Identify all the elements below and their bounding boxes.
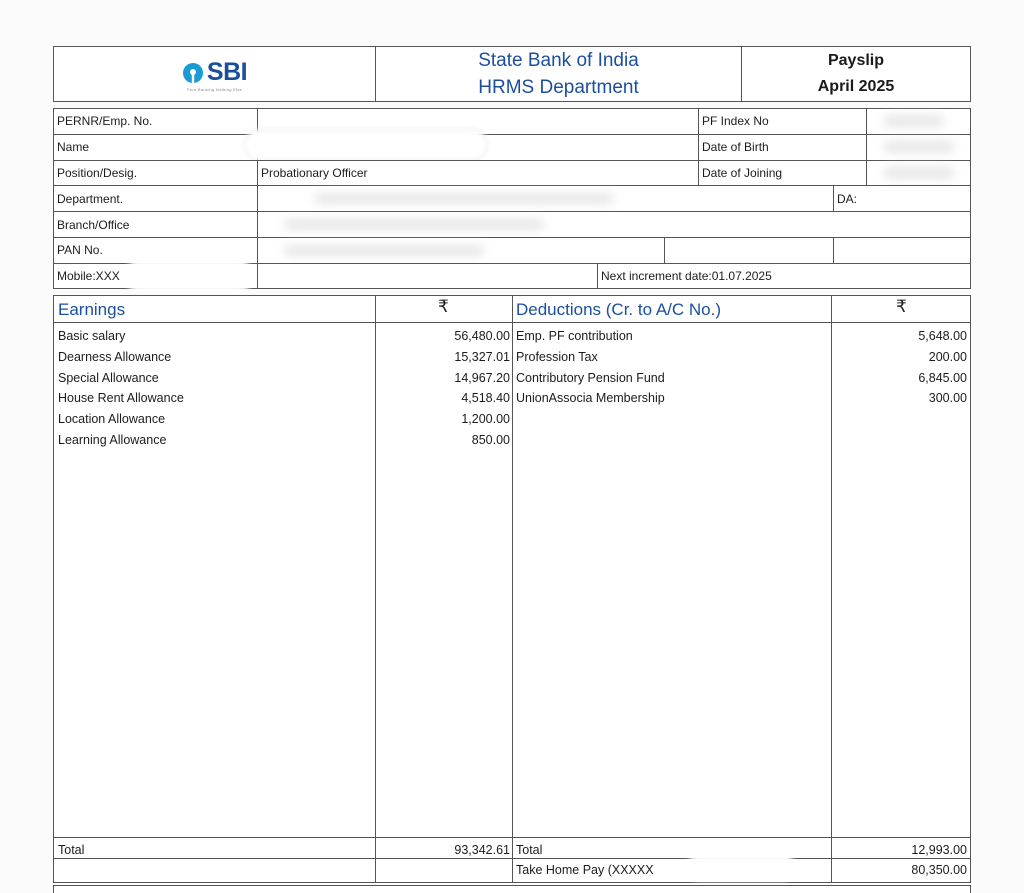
deductions-title: Deductions (Cr. to A/C No.) xyxy=(516,300,722,319)
earnings-currency: ₹ xyxy=(438,297,449,316)
earnings-amounts xyxy=(376,326,510,451)
da-label: DA: xyxy=(837,191,858,206)
redacted-account xyxy=(686,855,796,881)
earning-amount: 56,480.00 xyxy=(454,329,510,343)
earnings-total: 93,342.61 xyxy=(454,843,510,857)
deduction-label: Emp. PF contribution xyxy=(516,329,633,343)
mobile-label: Mobile:XXX xyxy=(57,268,120,283)
deductions-total-label: Total xyxy=(516,843,543,857)
redacted-pf-index xyxy=(884,115,944,127)
deduction-amount: 6,845.00 xyxy=(918,370,967,385)
payslip-header xyxy=(53,46,971,102)
branch-label: Branch/Office xyxy=(57,217,130,232)
earning-label: Location Allowance xyxy=(58,412,166,427)
doj-label: Date of Joining xyxy=(702,165,783,180)
deductions-list xyxy=(516,326,665,409)
bank-title-cell xyxy=(376,47,742,101)
take-home-amount: 80,350.00 xyxy=(911,863,967,877)
earnings-title: Earnings xyxy=(58,300,126,319)
earning-label: Learning Allowance xyxy=(58,432,167,447)
deduction-amount: 5,648.00 xyxy=(918,329,967,343)
earning-amount: 1,200.00 xyxy=(461,412,510,427)
info-row-pernr xyxy=(53,108,971,134)
earning-label: Dearness Allowance xyxy=(58,349,172,364)
department-name: HRMS Department xyxy=(478,77,639,98)
earnings-deductions-table xyxy=(53,295,971,883)
deductions-currency: ₹ xyxy=(896,297,907,316)
redacted-doj xyxy=(884,167,954,179)
info-row-pan xyxy=(53,237,971,263)
deduction-label: Profession Tax xyxy=(516,349,598,364)
redacted-pan xyxy=(284,245,484,256)
deduction-label: Contributory Pension Fund xyxy=(516,370,665,385)
name-label: Name xyxy=(57,140,90,155)
logo-cell xyxy=(54,47,376,101)
earning-amount: 4,518.40 xyxy=(461,391,510,406)
info-row-department xyxy=(53,185,971,211)
deduction-label: UnionAssocia Membership xyxy=(516,391,665,406)
info-row-position xyxy=(53,160,971,186)
redacted-mobile xyxy=(124,260,254,292)
sbi-logo xyxy=(182,58,247,87)
pf-index-label: PF Index No xyxy=(702,114,769,129)
dob-label: Date of Birth xyxy=(702,140,769,155)
deductions-amounts xyxy=(832,326,967,409)
earning-amount: 14,967.20 xyxy=(454,370,510,385)
department-label: Department. xyxy=(57,191,124,206)
payslip-period-cell xyxy=(742,47,970,101)
payslip xyxy=(53,46,971,893)
earnings-list xyxy=(58,326,184,451)
earning-label: Special Allowance xyxy=(58,370,159,385)
position-label: Position/Desig. xyxy=(57,165,138,180)
info-row-branch xyxy=(53,211,971,237)
earning-amount: 850.00 xyxy=(471,432,510,447)
sbi-keyhole-icon xyxy=(182,62,204,84)
earning-label: Basic salary xyxy=(58,329,126,343)
deduction-amount: 300.00 xyxy=(928,391,967,406)
bank-name: State Bank of India xyxy=(478,50,639,71)
redacted-name xyxy=(244,129,488,161)
earning-label: House Rent Allowance xyxy=(58,391,184,406)
deduction-amount: 200.00 xyxy=(928,349,967,364)
position-value: Probationary Officer xyxy=(261,165,368,180)
redacted-branch xyxy=(284,219,544,230)
info-row-name xyxy=(53,134,971,160)
employee-info xyxy=(53,108,971,289)
info-row-mobile xyxy=(53,263,971,289)
logo-tagline: Pure Banking Nothing Else xyxy=(186,87,243,92)
doc-title: Payslip xyxy=(827,52,885,69)
logo-text: SBI xyxy=(206,58,248,86)
pan-label: PAN No. xyxy=(57,243,103,258)
redacted-department xyxy=(314,193,614,204)
take-home-label: Take Home Pay (XXXXX xyxy=(516,863,654,877)
footer-section xyxy=(53,885,971,893)
redacted-dob xyxy=(884,141,954,153)
earning-amount: 15,327.01 xyxy=(454,349,510,364)
pay-period: April 2025 xyxy=(817,78,895,95)
pernr-label: PERNR/Emp. No. xyxy=(57,114,153,129)
earnings-total-label: Total xyxy=(58,843,85,857)
deductions-total: 12,993.00 xyxy=(911,843,967,857)
next-increment-date: Next increment date:01.07.2025 xyxy=(601,268,772,283)
